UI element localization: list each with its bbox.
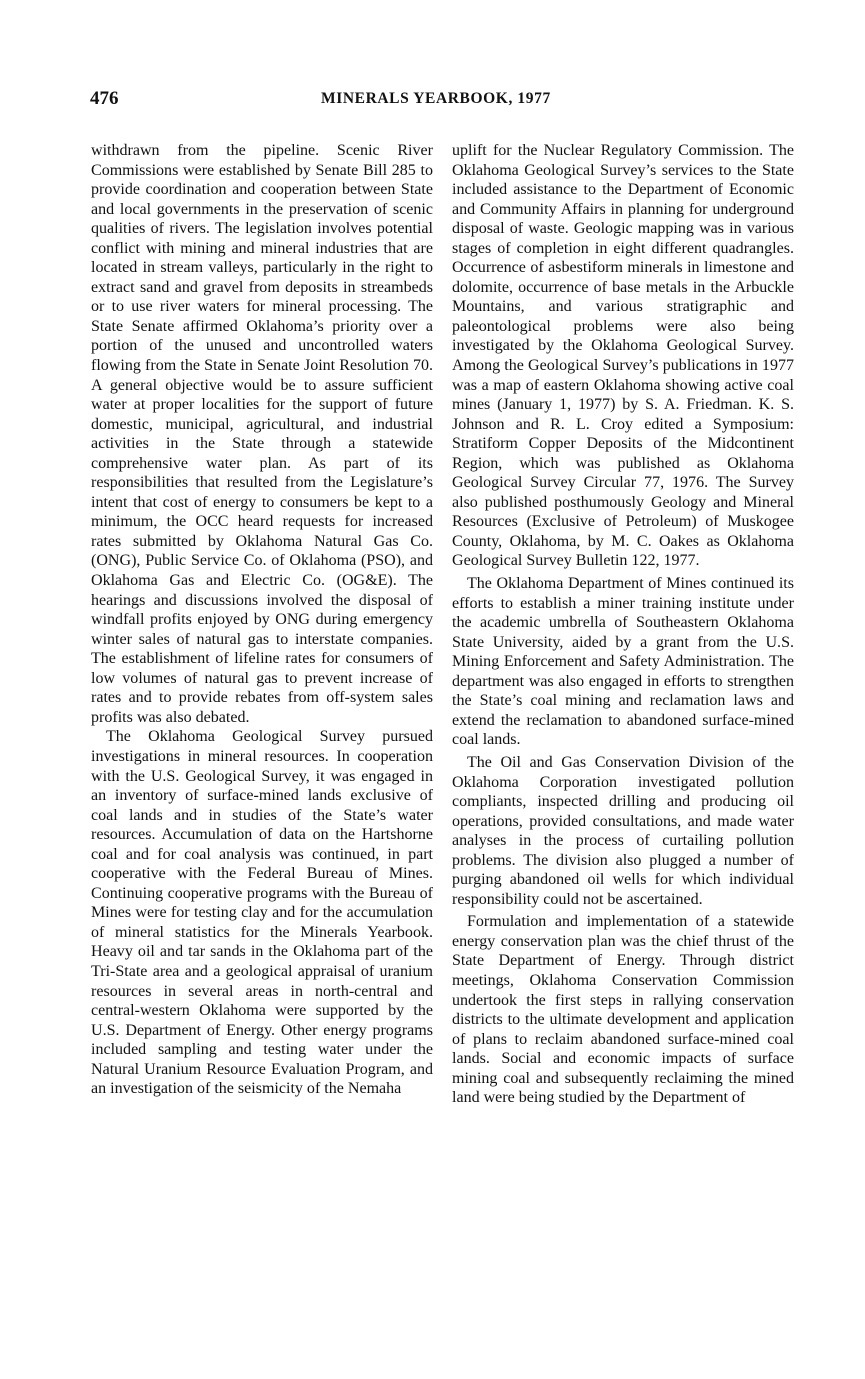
page-number: 476 bbox=[90, 88, 119, 109]
paragraph: Formulation and implementation of a statewide energy conservation plan was the chief thrust of the State Department of Energy. Through district meetings, Oklahoma Conservation Commission undertook the first steps in rallying conservation districts to the ultimate development and application of plans to reclaim abandoned surface-mined coal lands. Social and economic impacts of surface mining coal and subsequently reclaiming the mined land were being studied by the Department of bbox=[452, 913, 794, 1107]
running-title: MINERALS YEARBOOK, 1977 bbox=[321, 90, 551, 107]
paragraph: The Oil and Gas Conservation Division of the Oklahoma Corporation investigated pollution compliants, inspected drilling and producing oil operations, provided consultations, and made water analyses in the process of curtailing pollution problems. The division also plugged a number of purging abandoned oil wells for which individual responsibility could not be ascertained. bbox=[452, 753, 794, 908]
paragraph: uplift for the Nuclear Regulatory Commission. The Oklahoma Geological Survey’s services to the State included assistance to the Department of Economic and Community Affairs in planning for underground disposal of waste. Geologic mapping was in various stages of completion in eight different quadrangles. Occurrence of asbestiform minerals in limestone and dolomite, occurrence of base metals in the Arbuckle Mountains, and various stratigraphic and paleontological problems were also being investigated by the Oklahoma Geological Survey. Among the Geological Survey’s publications in 1977 was a map of eastern Oklahoma showing active coal mines (January 1, 1977) by S. A. Friedman. K. S. Johnson and R. L. Croy edited a Symposium: Stratiform Copper Deposits of the Midcontinent Region, which was published as Oklahoma Geological Survey Circular 77, 1976. The Survey also published posthumously Geology and Mineral Resources (Exclusive of Petroleum) of Muskogee County, Oklahoma, by M. C. Oakes as Oklahoma Geological Survey Bulletin 122, 1977. bbox=[452, 142, 794, 570]
left-column bbox=[91, 141, 433, 1099]
paragraph: withdrawn from the pipeline. Scenic River Commissions were established by Senate Bill 285 to provide coordination and cooperation between State and local governments in the preservation of scenic qualities of rivers. The legislation involves potential conflict with mining and mineral industries that are located in stream valleys, particularly in the right to extract sand and gravel from deposits in streambeds or to use river waters for mineral processing. The State Senate affirmed Oklahoma’s priority over a portion of the unused and uncontrolled waters flowing from the State in Senate Joint Resolution 70. A general objective would be to assure sufficient water at proper localities for the support of future domestic, municipal, agricultural, and industrial activities in the State through a statewide comprehensive water plan. As part of its responsibilities that resulted from the Legislature’s intent that cost of energy to consumers be kept to a minimum, the OCC heard requests for increased rates submitted by Oklahoma Natural Gas Co. (ONG), Public Service Co. of Oklahoma (PSO), and Oklahoma Gas and Electric Co. (OG&E). The hearings and discussions involved the disposal of windfall profits enjoyed by ONG during emergency winter sales of natural gas to interstate companies. The establishment of lifeline rates for consumers of low volumes of natural gas to prevent increase of rates and to provide rebates from off-system sales profits was also debated. bbox=[91, 142, 433, 726]
running-head bbox=[90, 88, 795, 114]
paragraph: The Oklahoma Geological Survey pursued investigations in mineral resources. In cooperation with the U.S. Geological Survey, it was engaged in an inventory of surface-mined lands exclusive of coal lands and in studies of the State’s water resources. Accumulation of data on the Hartshorne coal and for coal analysis was continued, in part cooperative with the Federal Bureau of Mines. Continuing cooperative programs with the Bureau of Mines were for testing clay and for the accumulation of mineral statistics for the Minerals Yearbook. Heavy oil and tar sands in the Oklahoma part of the Tri-State area and a geological appraisal of uranium resources in several areas in north-central and central-western Oklahoma were supported by the U.S. Department of Energy. Other energy programs included sampling and testing water under the Natural Uranium Resource Evaluation Program, and an investigation of the seismicity of the Nemaha bbox=[91, 728, 433, 1098]
paragraph: The Oklahoma Department of Mines continued its efforts to establish a miner training institute under the academic umbrella of Southeastern Oklahoma State University, aided by a grant from the U.S. Mining Enforcement and Safety Administration. The department was also engaged in efforts to strengthen the State’s coal mining and reclamation laws and extend the reclamation to abandoned surface-mined coal lands. bbox=[452, 575, 794, 749]
right-column bbox=[452, 141, 794, 1108]
